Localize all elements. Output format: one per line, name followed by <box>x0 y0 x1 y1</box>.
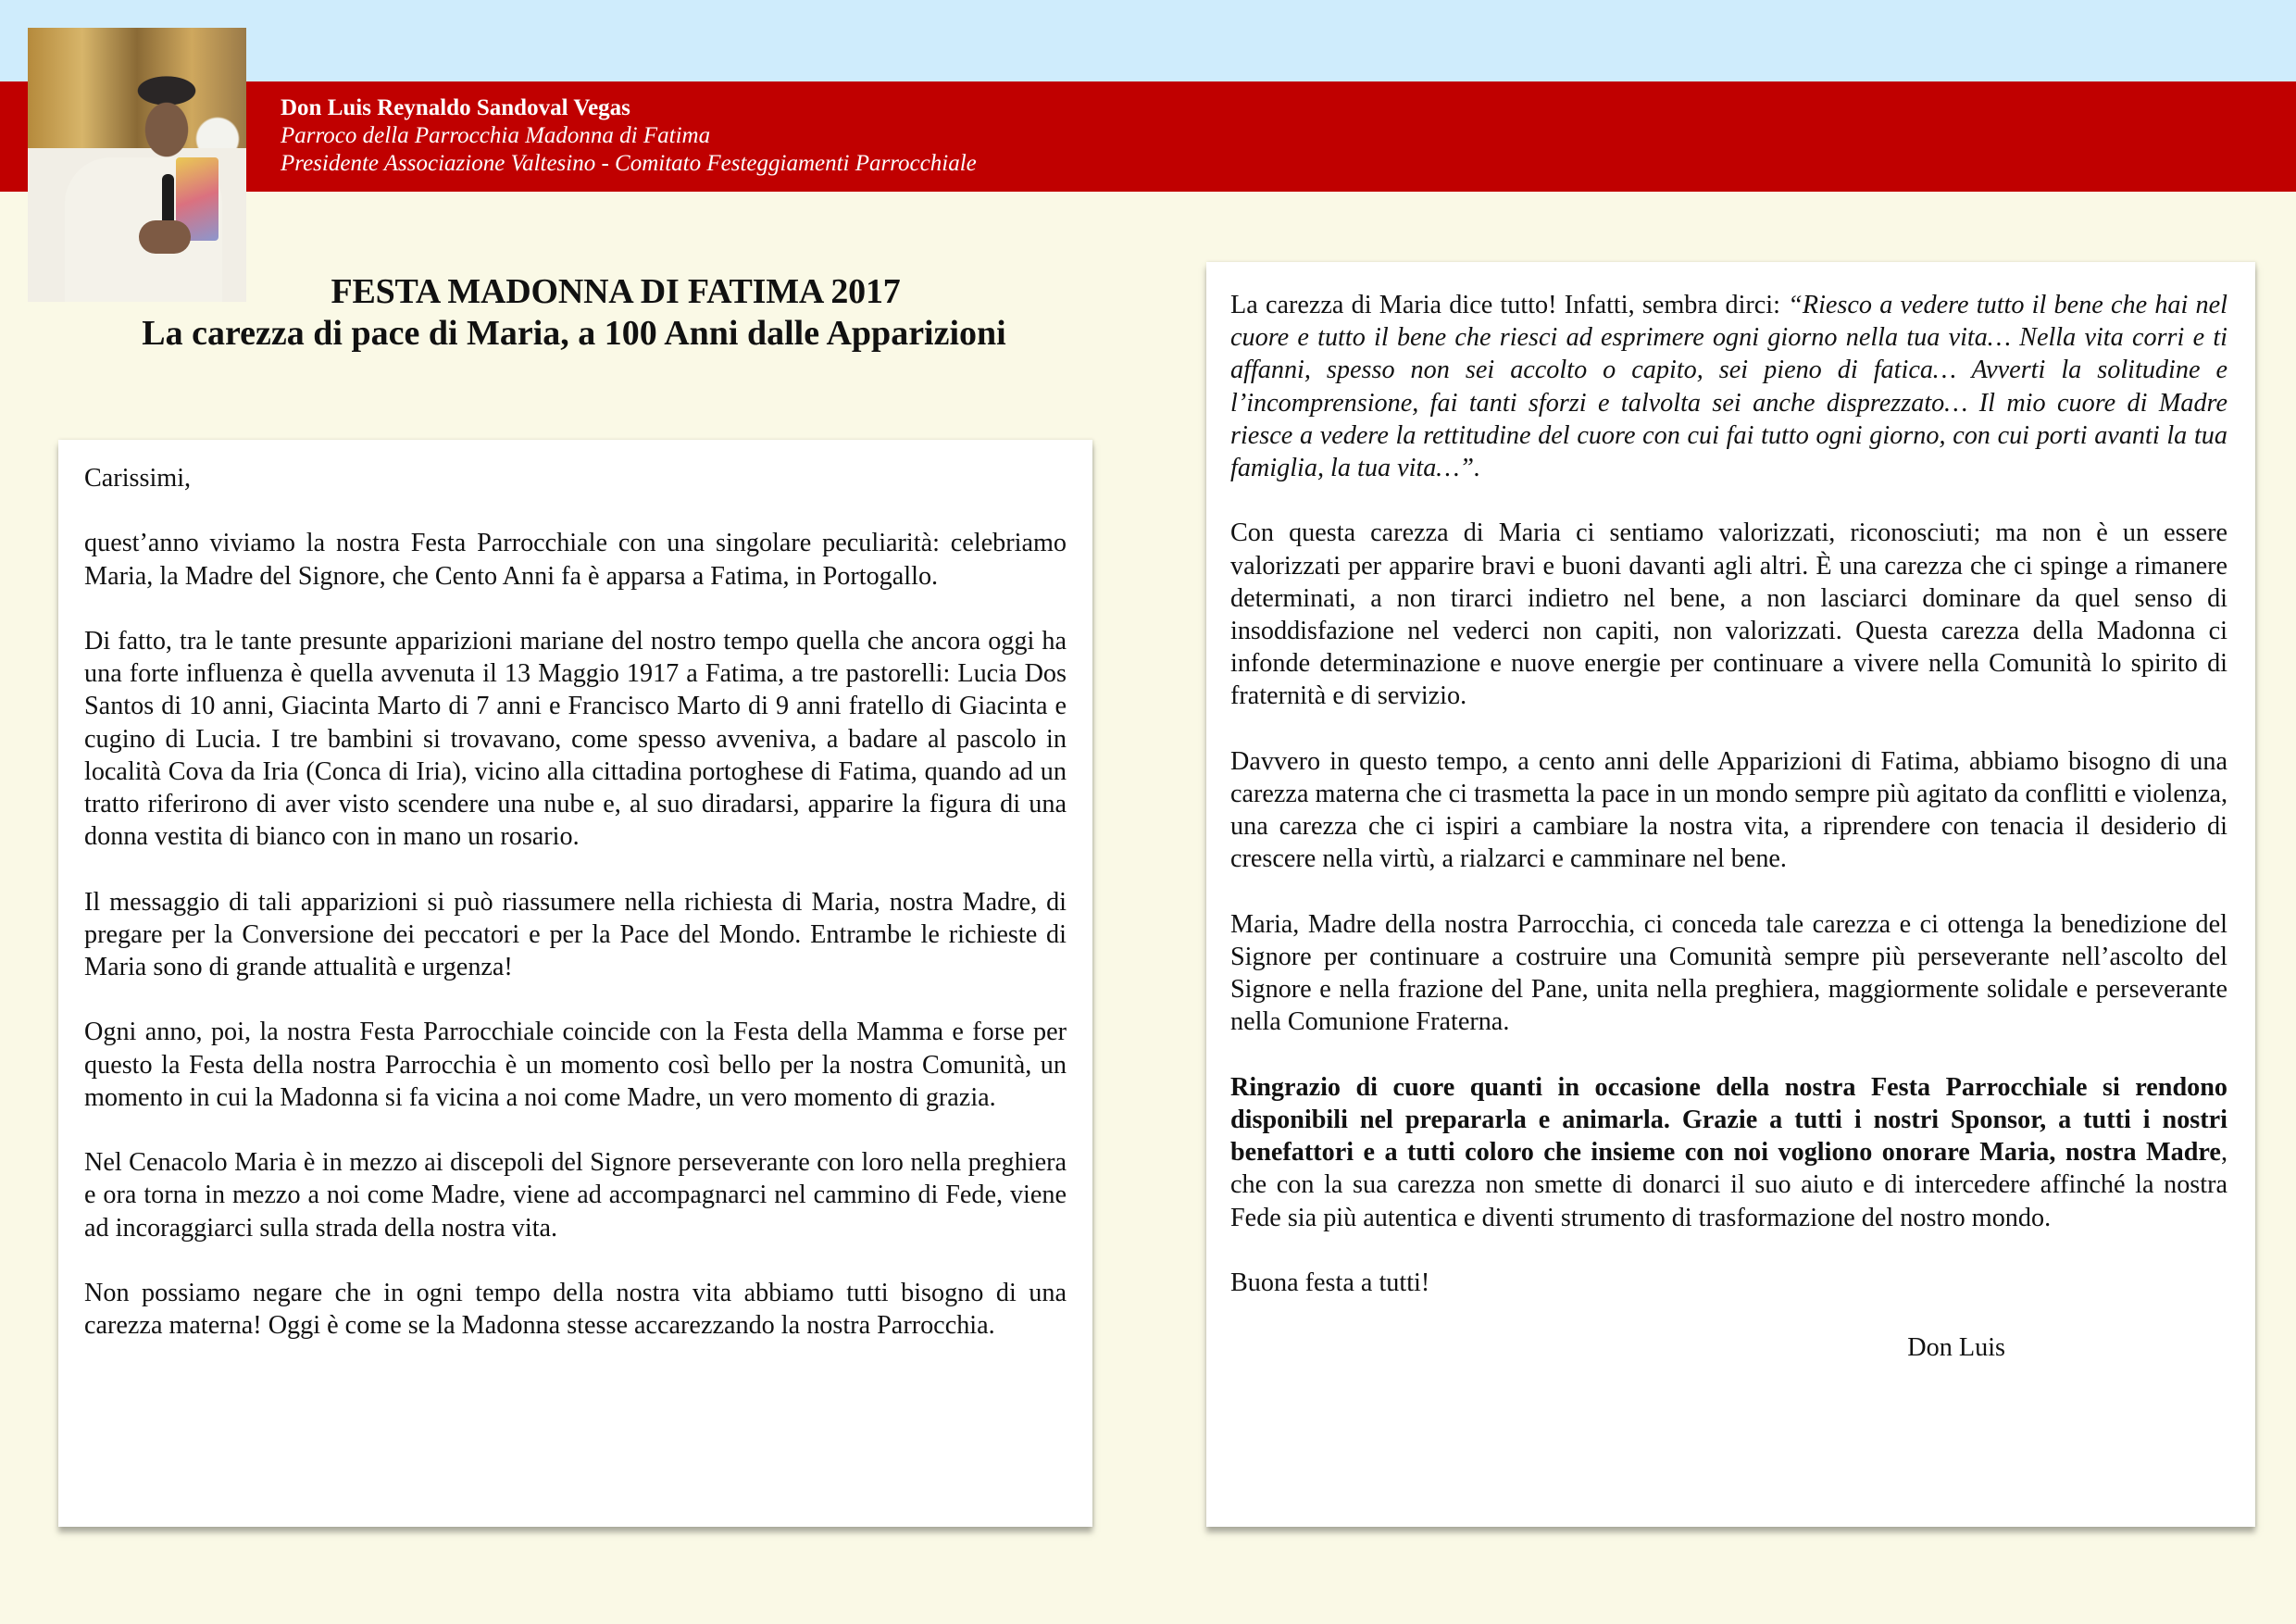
paragraph: Maria, Madre della nostra Parrocchia, ci conceda tale carezza e ci ottenga la benedizione del Signore per continuare a costruire una Comunità sempre più perseverante nell’ascolto del Signore e nella frazione del Pane, unita nella preghiera, maggiormente solidale e perseverante nella Comunione Fraterna. <box>1230 909 2227 1037</box>
paragraph-quote <box>1230 289 2227 484</box>
paragraph: quest’anno viviamo la nostra Festa Parrocchiale con una singolare peculiarità: celebriamo Maria, la Madre del Signore, che Cento Anni fa è apparsa a Fatima, in Portogallo. <box>84 529 1067 591</box>
author-info <box>281 94 977 178</box>
page-subtitle: La carezza di pace di Maria, a 100 Anni dalle Apparizioni <box>142 314 1006 353</box>
author-role-association: Presidente Associazione Valtesino - Comitato Festeggiamenti Parrocchiale <box>281 151 977 176</box>
greeting: Carissimi, <box>84 464 192 493</box>
letter-card-left <box>58 440 1092 1527</box>
paragraph: Di fatto, tra le tante presunte apparizioni mariane del nostro tempo quella che ancora oggi ha una forte influenza è quella avvenuta il 13 Maggio 1917 a Fatima, a tre pastorelli: Lucia Dos Santos di 10 anni, Giacinta Marto di 7 anni e Francisco Marto di 9 anni fratello di Giacinta e cugino di Lucia. I tre bambini si trovavano, come spesso avveniva, a badare al pascolo in località Cova da Iria (Conca di Iria), vicino alla cittadina portoghese di Fatima, quando ad un tratto riferirono di aver visto scendere una nube e, al suo diradarsi, apparire la figura di una donna vestita di bianco con in mano un rosario. <box>84 626 1067 852</box>
letter-body-left <box>84 462 1067 1375</box>
marian-quote: “Riesco a vedere tutto il bene che hai nel cuore e tutto il bene che riesci ad esprimere ogni giorno nella tua vita… Nella vita corri e ti affanni, spesso non sei accolto o capito, sei pieno di fatica… Avverti la solitudine e l’incomprensione, fai tanti sforzi e talvolta sei anche disprezzato… Il mio cuore di Madre riesce a vedere la rettitudine del cuore con cui fai tutto ogni giorno, con cui porti avanti la tua famiglia, la tua vita…”. <box>1230 291 2227 483</box>
paragraph: Con questa carezza di Maria ci sentiamo valorizzati, riconosciuti; ma non è un essere valorizzati per apparire bravi e buoni davanti agli altri. È una carezza che ci spinge a rimanere determinati, a non tirarci indietro nel bene, a non lasciarci dominare da quel senso di insoddisfazione nel vederci non capiti, non valorizzati. Questa carezza della Madonna ci infonde determinazione e nuove energie per continuare a vivere nella Comunità lo spirito di fraternità e di servizio. <box>1230 518 2227 711</box>
page-title <box>0 270 1148 313</box>
quote-intro: La carezza di Maria dice tutto! Infatti, sembra dirci: <box>1230 291 1789 319</box>
author-role-parish: Parroco della Parrocchia Madonna di Fatima <box>281 123 711 148</box>
signature: Don Luis <box>1907 1333 2005 1363</box>
letter-body-right <box>1230 289 2227 1397</box>
paragraph: Non possiamo negare che in ogni tempo della nostra vita abbiamo tutti bisogno di una carezza materna! Oggi è come se la Madonna stesse accarezzando la nostra Parrocchia. <box>84 1278 1067 1341</box>
letter-card-right <box>1206 262 2255 1527</box>
author-photo <box>28 28 246 302</box>
header-sky-band <box>0 0 2296 81</box>
author-name: Don Luis Reynaldo Sandoval Vegas <box>281 95 630 120</box>
title-line-1: FESTA MADONNA DI FATIMA 2017 <box>331 272 901 311</box>
thanks-bold: Ringrazio di cuore quanti in occasione della nostra Festa Parrocchiale si rendono disponibili nel prepararla e animarla. Grazie a tutti i nostri Sponsor, a tutti i nostri benefattori e a tutti coloro che insieme con noi vogliono onorare Maria, nostra Madre <box>1230 1072 2227 1168</box>
paragraph: Ogni anno, poi, la nostra Festa Parrocchiale coincide con la Festa della Mamma e forse per questo la Festa della nostra Parrocchia è un momento così bello per la nostra Comunità, un momento in cui la Madonna si fa vicina a noi come Madre, un vero momento di grazia. <box>84 1018 1067 1112</box>
thanks-rest: , che con la sua carezza non smette di donarci il suo aiuto e di intercedere affinché la nostra Fede sia più autentica e diventi strumento di trasformazione del nostro mondo. <box>1230 1138 2227 1232</box>
photo-hands-shape <box>139 220 191 254</box>
paragraph: Davvero in questo tempo, a cento anni delle Apparizioni di Fatima, abbiamo bisogno di una carezza materna che ci trasmetta la pace in un mondo sempre più agitato da conflitti e violenza, una carezza che ci ispiri a cambiare la nostra vita, a riprendere con tenacia il desiderio di crescere nella virtù, a rialzarci e camminare nel bene. <box>1230 746 2227 874</box>
closing: Buona festa a tutti! <box>1230 1268 1430 1298</box>
paragraph: Il messaggio di tali apparizioni si può riassumere nella richiesta di Maria, nostra Madre, di pregare per la Conversione dei peccatori e per la Pace del Mondo. Entrambe le richieste di Maria sono di grande attualità e urgenza! <box>84 887 1067 981</box>
paragraph: Nel Cenacolo Maria è in mezzo ai discepoli del Signore perseverante con loro nella preghiera e ora torna in mezzo a noi come Madre, viene ad accompagnarci nel cammino di Fede, viene ad incoraggiarci sulla strada della nostra vita. <box>84 1148 1067 1243</box>
paragraph-thanks <box>1230 1071 2227 1234</box>
